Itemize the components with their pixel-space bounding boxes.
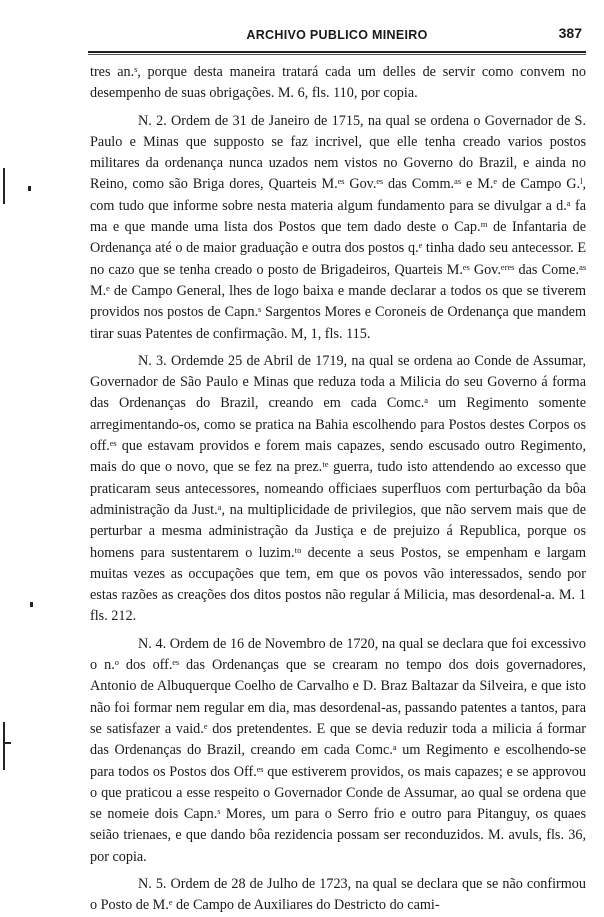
page-number: 387 — [558, 25, 582, 41]
running-header — [88, 22, 586, 48]
paragraph-continuation: tres an.ˢ, porque desta maneira tratará cada um delles de servir como convem no desempenho de suas obrigações. M. 6, fls. 110, por copia. — [90, 64, 586, 102]
body-text — [90, 62, 586, 917]
header-rule — [88, 51, 586, 53]
paragraph-n4: N. 4. Ordem de 16 de Novembro de 1720, na qual se declara que foi excessivo o n.ᵒ dos off.ᵉˢ das Ordenanças que se crearam no tempo dos dois governadores, Antonio de Albuquerque Coelho de Carvalho e D. Braz Baltazar da Silveira, e que isto não foi formar nem regular em dia, mas desordenal-as, passando patentes a tantos, para se satisfazer a vaid.ᵉ dos pretendentes. E que se devia reduzir toda a milicia á formar das Ordenanças do Brazil, creando em cada Comc.ᵃ um Regimento e escolhendo-se para todos os Postos dos Off.ᵉˢ que estiverem providos, os mais capazes; e se approvou o que praticou a esse respeito o Governador Conde de Assumar, ao qual se ordena que se nomeie dois Capn.ˢ Mores, um para o Serro frio e outro para Pitanguy, os quaes seião trienaes, e que dando bôa rezidencia possam ser reconduzidos. M. avuls, fls. 36, por copia. — [90, 635, 586, 865]
margin-mark — [5, 742, 11, 744]
margin-mark — [30, 602, 33, 607]
paragraph-n3: N. 3. Ordemde 25 de Abril de 1719, na qual se ordena ao Conde de Assumar, Governador de São Paulo e Minas que reduza toda a Milicia do seu Governo á forma das Ordenanças do Brazil, creando em cada Comc.ᵃ um Regimento somente arregimentando-os, como se pratica na Bahia escolhendo para Postos destes Corpos os off.ᵉˢ que estavam providos e forem mais capazes, sendo escusado outro Regimento, mais do que o novo, que se fez na prez.ᵗᵉ guerra, tudo isto attendendo ao excesso que praticaram seus antecessores, nomeando officiaes superfluos com perturbação da bôa administração da Just.ᵃ, na multiplicidade de privilegios, que não servem mais que de perturbar a mesma administração da Justiça e de prejuizo á Republica, porque os homens para sustentarem o luzim.ᵗᵒ decente a seus Postos, se empenham e largam muitas vezes as occupações que tem, em que os povos vão interessados, sendo por estas razões as creações dos ditos postos não regular á Milicia, mas desordenal-a. M. 1 fls. 212. — [90, 352, 586, 625]
margin-mark — [3, 722, 5, 770]
paragraph-n2: N. 2. Ordem de 31 de Janeiro de 1715, na qual se ordena o Governador de S. Paulo e Minas que supposto se faz incrivel, que elle tenha creado varios postos militares da ordenança nunca uzados nem vistos no Governo do Brazil, e ainda no Reino, como são Briga dores, Quarteis M.ᵉˢ Gov.ᵉˢ das Comm.ᵃˢ e M.ᵉ de Campo G.ˡ, com tudo que informe sobre nesta materia algum fundamento para se divulgar a d.ᵃ fa ma e que mande uma lista dos Postos que tem dado deste o Cap.ᵐ de Infantaria de Ordenança até o de maior graduação e outra dos postos q.ᵉ tinha dado seu antecessor. E no cazo que se tenha creado o posto de Brigadeiros, Quarteis M.ᵉˢ Gov.ᵉʳᵉˢ das Come.ᵃˢ M.ᵉ de Campo General, lhes de logo baixa e mande declarar a todos os que se tiverem providos nos postos de Capn.ˢ Sargentos Mores e Coroneis de Ordenança que mandem tirar suas Patentes de confirmação. M, 1, fls. 115. — [90, 112, 586, 342]
margin-mark — [3, 168, 5, 204]
header-title: ARCHIVO PUBLICO MINEIRO — [246, 28, 428, 42]
paragraph-n5: N. 5. Ordem de 28 de Julho de 1723, na qual se declara que se não confirmou o Posto de M.ᵉ de Campo de Auxiliares do Destricto do cami- — [90, 875, 586, 914]
header-rule-thin — [88, 54, 586, 55]
margin-mark — [28, 186, 31, 191]
